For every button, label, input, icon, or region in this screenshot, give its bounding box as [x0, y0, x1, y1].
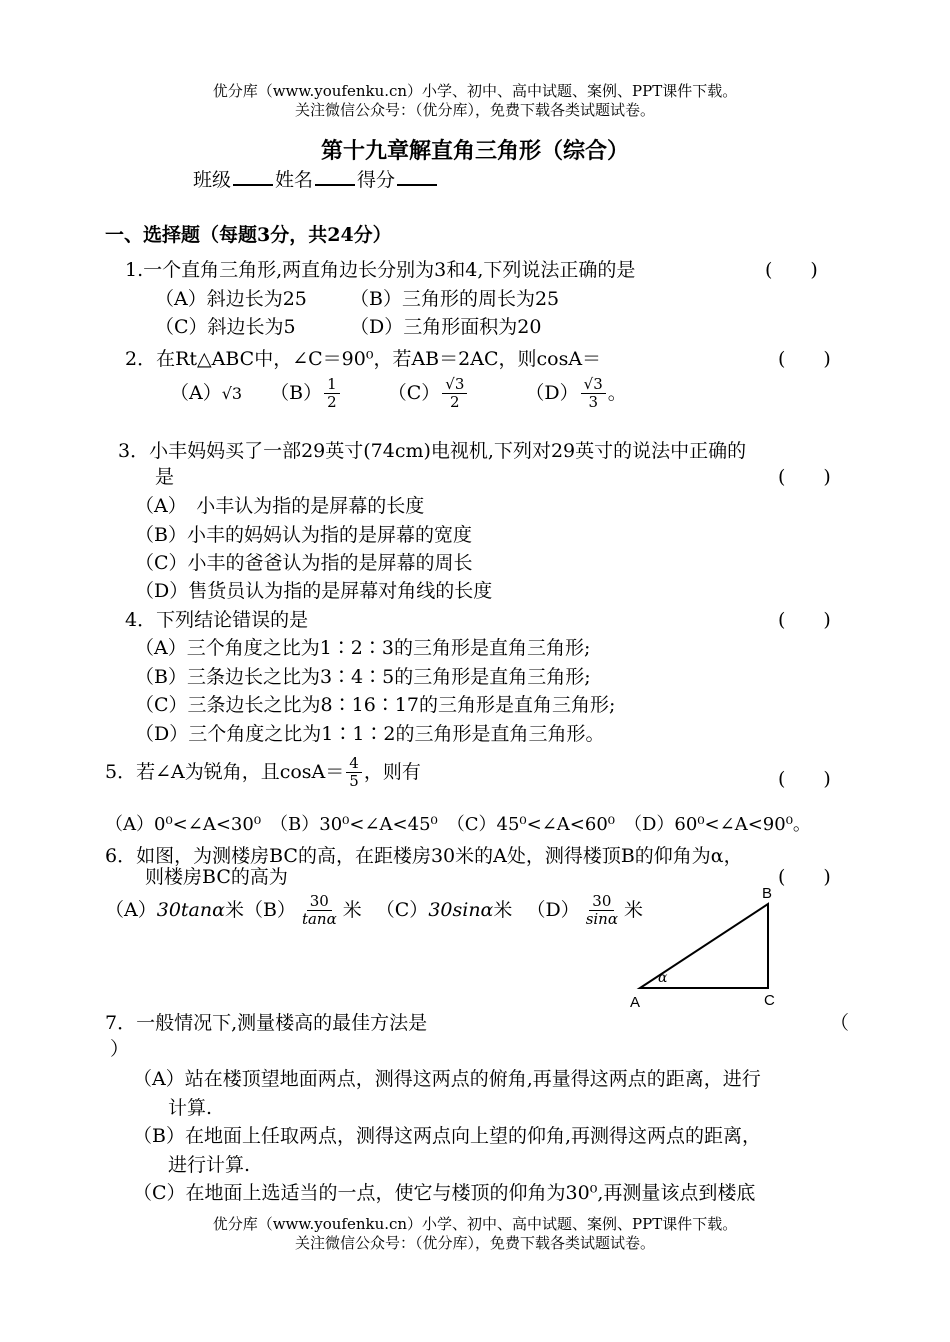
score-label: 得分: [357, 169, 396, 191]
q5-answer-paren[interactable]: ( ): [778, 768, 831, 790]
q6-d-den: sinα: [585, 910, 618, 929]
q5-stem-pre: 5．若∠A为锐角，且cosA＝: [105, 760, 345, 783]
q6-a-unit: 米: [224, 898, 244, 921]
q3-option-b: （B）小丰的妈妈认为指的是屏幕的宽度: [135, 524, 472, 546]
q5-stem: [105, 755, 421, 791]
q2-a-value: √3: [221, 383, 243, 403]
q2-b-fraction: [324, 376, 340, 412]
q2-options: [170, 376, 627, 412]
q2-c-label: （C）: [387, 381, 441, 404]
q1-option-c: （C）斜边长为5: [155, 316, 296, 338]
q6-stem-1: 6．如图，为测楼房BC的高，在距楼房30米的A处，测得楼顶B的仰角为α，: [105, 845, 743, 867]
q7-option-b-1: （B）在地面上任取两点，测得这两点向上望的仰角,再测得这两点的距离，: [133, 1125, 762, 1147]
q7-stem: 7．一般情况下,测量楼高的最佳方法是: [105, 1012, 428, 1034]
q6-stem-2: 则楼房BC的高为: [145, 866, 288, 888]
q2-stem: 2．在Rt△ABC中，∠C＝90⁰，若AB＝2AC，则cosA＝: [125, 348, 602, 370]
q7-paren-open[interactable]: （: [830, 1012, 850, 1034]
q6-b-num: 30: [307, 893, 332, 911]
class-label: 班级: [193, 169, 232, 191]
name-blank[interactable]: [315, 166, 355, 186]
q5-num: 4: [346, 755, 362, 773]
q3-option-d: （D）售货员认为指的是屏幕对角线的长度: [135, 580, 493, 602]
label-a: A: [630, 994, 641, 1011]
q5-stem-post: ，则有: [363, 760, 421, 783]
header-line-2: 关注微信公众号：（优分库），免费下载各类试题试卷。: [294, 101, 655, 119]
q2-answer-paren[interactable]: ( ): [778, 348, 831, 370]
q2-c-fraction: [442, 376, 467, 412]
class-blank[interactable]: [233, 166, 273, 186]
q6-d-label: （D）: [526, 898, 580, 921]
q4-option-c: （C）三条边长之比为8∶16∶17的三角形是直角三角形;: [135, 694, 616, 716]
q5-den: 5: [349, 772, 359, 791]
q5-options: （A）0⁰<∠A<30⁰ （B）30⁰<∠A<45⁰ （C）45⁰<∠A<60⁰ （D）60⁰<∠A<90⁰。: [105, 814, 811, 835]
q2-d-end: 。: [607, 381, 627, 404]
q2-c-num: √3: [442, 376, 467, 394]
q1-option-d: （D）三角形面积为20: [350, 316, 542, 338]
q7-option-b-2: 进行计算.: [168, 1154, 251, 1176]
q6-b-den: tanα: [301, 910, 337, 929]
q7-option-a-1: （A）站在楼顶望地面两点，测得这两点的俯角,再量得这两点的距离，进行: [133, 1068, 761, 1090]
q4-answer-paren[interactable]: ( ): [778, 609, 831, 631]
label-alpha: α: [658, 970, 668, 986]
q6-a-label: （A）: [105, 898, 157, 921]
q4-stem: 4．下列结论错误的是: [125, 609, 309, 631]
q2-b-num: 1: [324, 376, 340, 394]
footer-line-1: 优分库（www.youfenku.cn）小学、初中、高中试题、案例、PPT课件下载。: [212, 1215, 738, 1233]
score-blank[interactable]: [397, 166, 437, 186]
q6-options: [105, 893, 643, 929]
q7-option-a-2: 计算.: [168, 1097, 213, 1119]
q4-option-d: （D）三个角度之比为1∶1∶2的三角形是直角三角形。: [135, 723, 605, 745]
q2-b-den: 2: [327, 393, 337, 412]
q6-b-label: （B）: [243, 898, 296, 921]
q6-answer-paren[interactable]: ( ): [778, 866, 831, 888]
q6-b-fraction: [302, 893, 337, 929]
q6-c-label: （C）: [375, 898, 429, 921]
q2-d-den: 3: [588, 393, 598, 412]
q3-option-c: （C）小丰的爸爸认为指的是屏幕的周长: [135, 552, 473, 574]
q3-stem-2: 是: [155, 466, 175, 488]
q2-a-label: （A）: [170, 381, 222, 404]
q1-stem: 1.一个直角三角形,两直角边长分别为3和4,下列说法正确的是: [125, 259, 636, 281]
q5-fraction: [346, 755, 362, 791]
q6-a-value: 30tanα: [156, 898, 225, 921]
q2-d-label: （D）: [525, 381, 579, 404]
label-b: B: [762, 885, 773, 902]
q6-d-num: 30: [589, 893, 614, 911]
q4-option-a: （A）三个角度之比为1∶2∶3的三角形是直角三角形;: [135, 637, 591, 659]
q7-paren-close[interactable]: ）: [110, 1038, 130, 1060]
q6-d-fraction: [586, 893, 618, 929]
info-line: [193, 165, 439, 192]
q2-c-den: 2: [450, 393, 460, 412]
q2-d-num: √3: [581, 376, 606, 394]
triangle-figure: [620, 880, 790, 1015]
q3-stem-1: 3．小丰妈妈买了一部29英寸(74cm)电视机,下列对29英寸的说法中正确的: [118, 440, 747, 462]
q6-b-unit: 米: [342, 898, 362, 921]
q1-option-a: （A）斜边长为25: [155, 288, 307, 310]
q4-option-b: （B）三条边长之比为3∶4∶5的三角形是直角三角形;: [135, 666, 591, 688]
section-heading: 一、选择题（每题3分，共24分）: [105, 224, 392, 246]
page-title: 第十九章解直角三角形（综合）: [320, 138, 629, 164]
q3-answer-paren[interactable]: ( ): [778, 466, 831, 488]
q6-c-unit: 米: [493, 898, 513, 921]
name-label: 姓名: [275, 169, 314, 191]
q6-d-unit: 米: [623, 898, 643, 921]
q2-d-fraction: [581, 376, 606, 412]
footer-line-2: 关注微信公众号：（优分库），免费下载各类试题试卷。: [294, 1234, 655, 1252]
q2-b-label: （B）: [270, 381, 323, 404]
header-line-1: 优分库（www.youfenku.cn）小学、初中、高中试题、案例、PPT课件下载。: [212, 82, 738, 100]
q7-option-c-1: （C）在地面上选适当的一点，使它与楼顶的仰角为30⁰,再测量该点到楼底: [133, 1182, 756, 1204]
q3-option-a: （A） 小丰认为指的是屏幕的长度: [135, 495, 425, 517]
label-c: C: [764, 992, 775, 1009]
q1-option-b: （B）三角形的周长为25: [350, 288, 560, 310]
q6-c-value: 30sinα: [428, 898, 494, 921]
q1-answer-paren[interactable]: ( ): [765, 259, 818, 281]
